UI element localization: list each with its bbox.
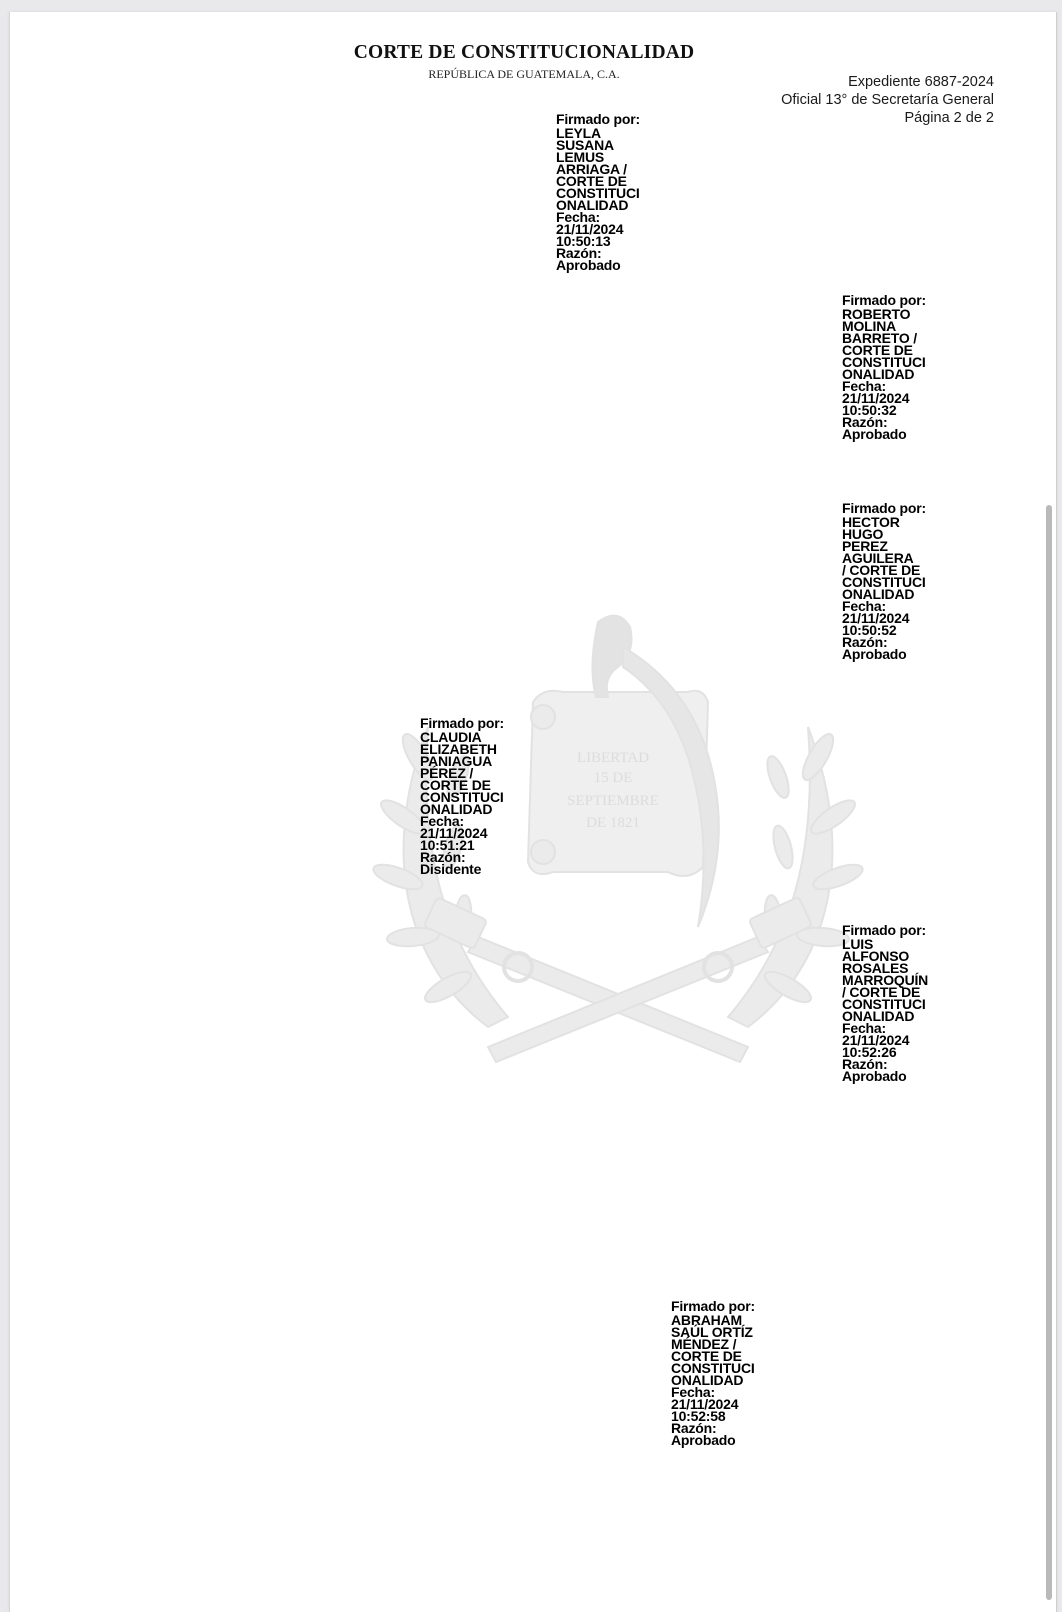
signature-line: CORTE DE <box>671 1348 742 1364</box>
signature-line: HECTOR <box>842 514 900 530</box>
signature-line: CONSTITUCI <box>842 996 926 1012</box>
signature-line: ONALIDAD <box>842 366 915 382</box>
signature-line: HUGO <box>842 526 884 542</box>
signature-line: CONSTITUCI <box>420 789 504 805</box>
signature-line: CORTE DE <box>556 173 627 189</box>
scroll-text-line-3: SEPTIEMBRE <box>567 793 659 809</box>
scroll-text-line-4: DE 1821 <box>586 815 640 831</box>
signature-line: Aprobado <box>842 646 907 662</box>
signature-block <box>420 717 504 875</box>
signature-line: CORTE DE <box>420 777 491 793</box>
signature-line: 10:50:32 <box>842 402 897 418</box>
signature-line: CONSTITUCI <box>842 574 926 590</box>
signed-by-label: Firmado por: <box>842 500 926 516</box>
signature-line: 10:52:26 <box>842 1044 897 1060</box>
signature-line: Razón: <box>842 634 888 650</box>
signature-line: 21/11/2024 <box>420 825 488 841</box>
signature-line: Disidente <box>420 861 482 877</box>
signature-line: / CORTE DE <box>842 984 921 1000</box>
signature-block <box>842 294 926 440</box>
signature-line: PANIAGUA <box>420 753 493 769</box>
scroll-text-line-1: LIBERTAD <box>576 750 650 766</box>
signature-line: Razón: <box>842 1056 888 1072</box>
signature-line: Aprobado <box>842 426 907 442</box>
signature-line: ONALIDAD <box>420 801 493 817</box>
signature-line: Aprobado <box>556 257 621 273</box>
signed-by-label: Firmado por: <box>671 1298 755 1314</box>
signed-by-label: Firmado por: <box>842 292 926 308</box>
signature-line: CONSTITUCI <box>556 185 640 201</box>
signature-line: 10:50:52 <box>842 622 897 638</box>
signature-line: Aprobado <box>671 1432 736 1448</box>
signature-line: SAÚL ORTÍZ <box>671 1324 753 1340</box>
signature-block <box>842 502 926 660</box>
signature-line: LEYLA <box>556 125 601 141</box>
signature-line: ONALIDAD <box>556 197 629 213</box>
signature-line: Razón: <box>556 245 602 261</box>
signature-line: Fecha: <box>671 1384 715 1400</box>
signature-line: BARRETO / <box>842 330 917 346</box>
signature-line: CONSTITUCI <box>842 354 926 370</box>
signature-block <box>842 924 928 1082</box>
signature-line: LUIS <box>842 936 874 952</box>
signature-line: Fecha: <box>842 598 886 614</box>
signature-line: 21/11/2024 <box>671 1396 739 1412</box>
signature-line: Razón: <box>842 414 888 430</box>
signature-line: PÉREZ / <box>420 765 474 781</box>
signature-line: AGUILERA <box>842 550 914 566</box>
signature-line: Razón: <box>420 849 466 865</box>
signature-line: ALFONSO <box>842 948 910 964</box>
signature-line: ROSALES <box>842 960 909 976</box>
signature-line: 21/11/2024 <box>842 390 910 406</box>
signature-line: CONSTITUCI <box>671 1360 755 1376</box>
signature-line: 21/11/2024 <box>842 1032 910 1048</box>
signature-line: 10:51:21 <box>420 837 475 853</box>
oficial-label: Oficial 13° de Secretaría General <box>781 92 994 108</box>
signature-line: MOLINA <box>842 318 897 334</box>
signature-line: LEMUS <box>556 149 605 165</box>
signature-line: 10:52:58 <box>671 1408 726 1424</box>
signature-line: Fecha: <box>842 378 886 394</box>
signature-line: ROBERTO <box>842 306 911 322</box>
case-info <box>781 73 994 127</box>
signed-by-label: Firmado por: <box>842 922 926 938</box>
signed-by-label: Firmado por: <box>420 715 504 731</box>
signature-block <box>556 113 640 271</box>
signature-line: / CORTE DE <box>842 562 921 578</box>
signature-line: ARRIAGA / <box>556 161 627 177</box>
signature-line: ELIZABETH <box>420 741 497 757</box>
signature-line: SUSANA <box>556 137 614 153</box>
signature-line: Razón: <box>671 1420 717 1436</box>
signature-line: 21/11/2024 <box>842 610 910 626</box>
signature-line: 10:50:13 <box>556 233 611 249</box>
signature-line: MÉNDEZ / <box>671 1336 737 1352</box>
signature-block <box>671 1300 755 1446</box>
signature-line: PEREZ <box>842 538 888 554</box>
signature-line: 21/11/2024 <box>556 221 624 237</box>
signature-line: ONALIDAD <box>842 1008 915 1024</box>
signature-line: Fecha: <box>556 209 600 225</box>
signature-line: Fecha: <box>842 1020 886 1036</box>
signature-line: ONALIDAD <box>671 1372 744 1388</box>
court-name: CORTE DE CONSTITUCIONALIDAD <box>353 42 695 63</box>
signature-line: Aprobado <box>842 1068 907 1084</box>
signature-line: CLAUDIA <box>420 729 482 745</box>
signature-line: CORTE DE <box>842 342 913 358</box>
expediente-number: Expediente 6887-2024 <box>848 74 994 90</box>
vertical-scrollbar[interactable] <box>1046 505 1052 1600</box>
signature-line: Fecha: <box>420 813 464 829</box>
scroll-text-line-2: 15 DE <box>593 770 633 786</box>
court-subtitle: REPÚBLICA DE GUATEMALA, C.A. <box>428 67 620 81</box>
page-number: Página 2 de 2 <box>904 110 994 126</box>
signature-line: MARROQUÍN <box>842 972 929 988</box>
document-page <box>9 12 1057 1612</box>
signature-line: ABRAHAM <box>671 1312 742 1328</box>
signature-line: ONALIDAD <box>842 586 915 602</box>
signed-by-label: Firmado por: <box>556 111 640 127</box>
